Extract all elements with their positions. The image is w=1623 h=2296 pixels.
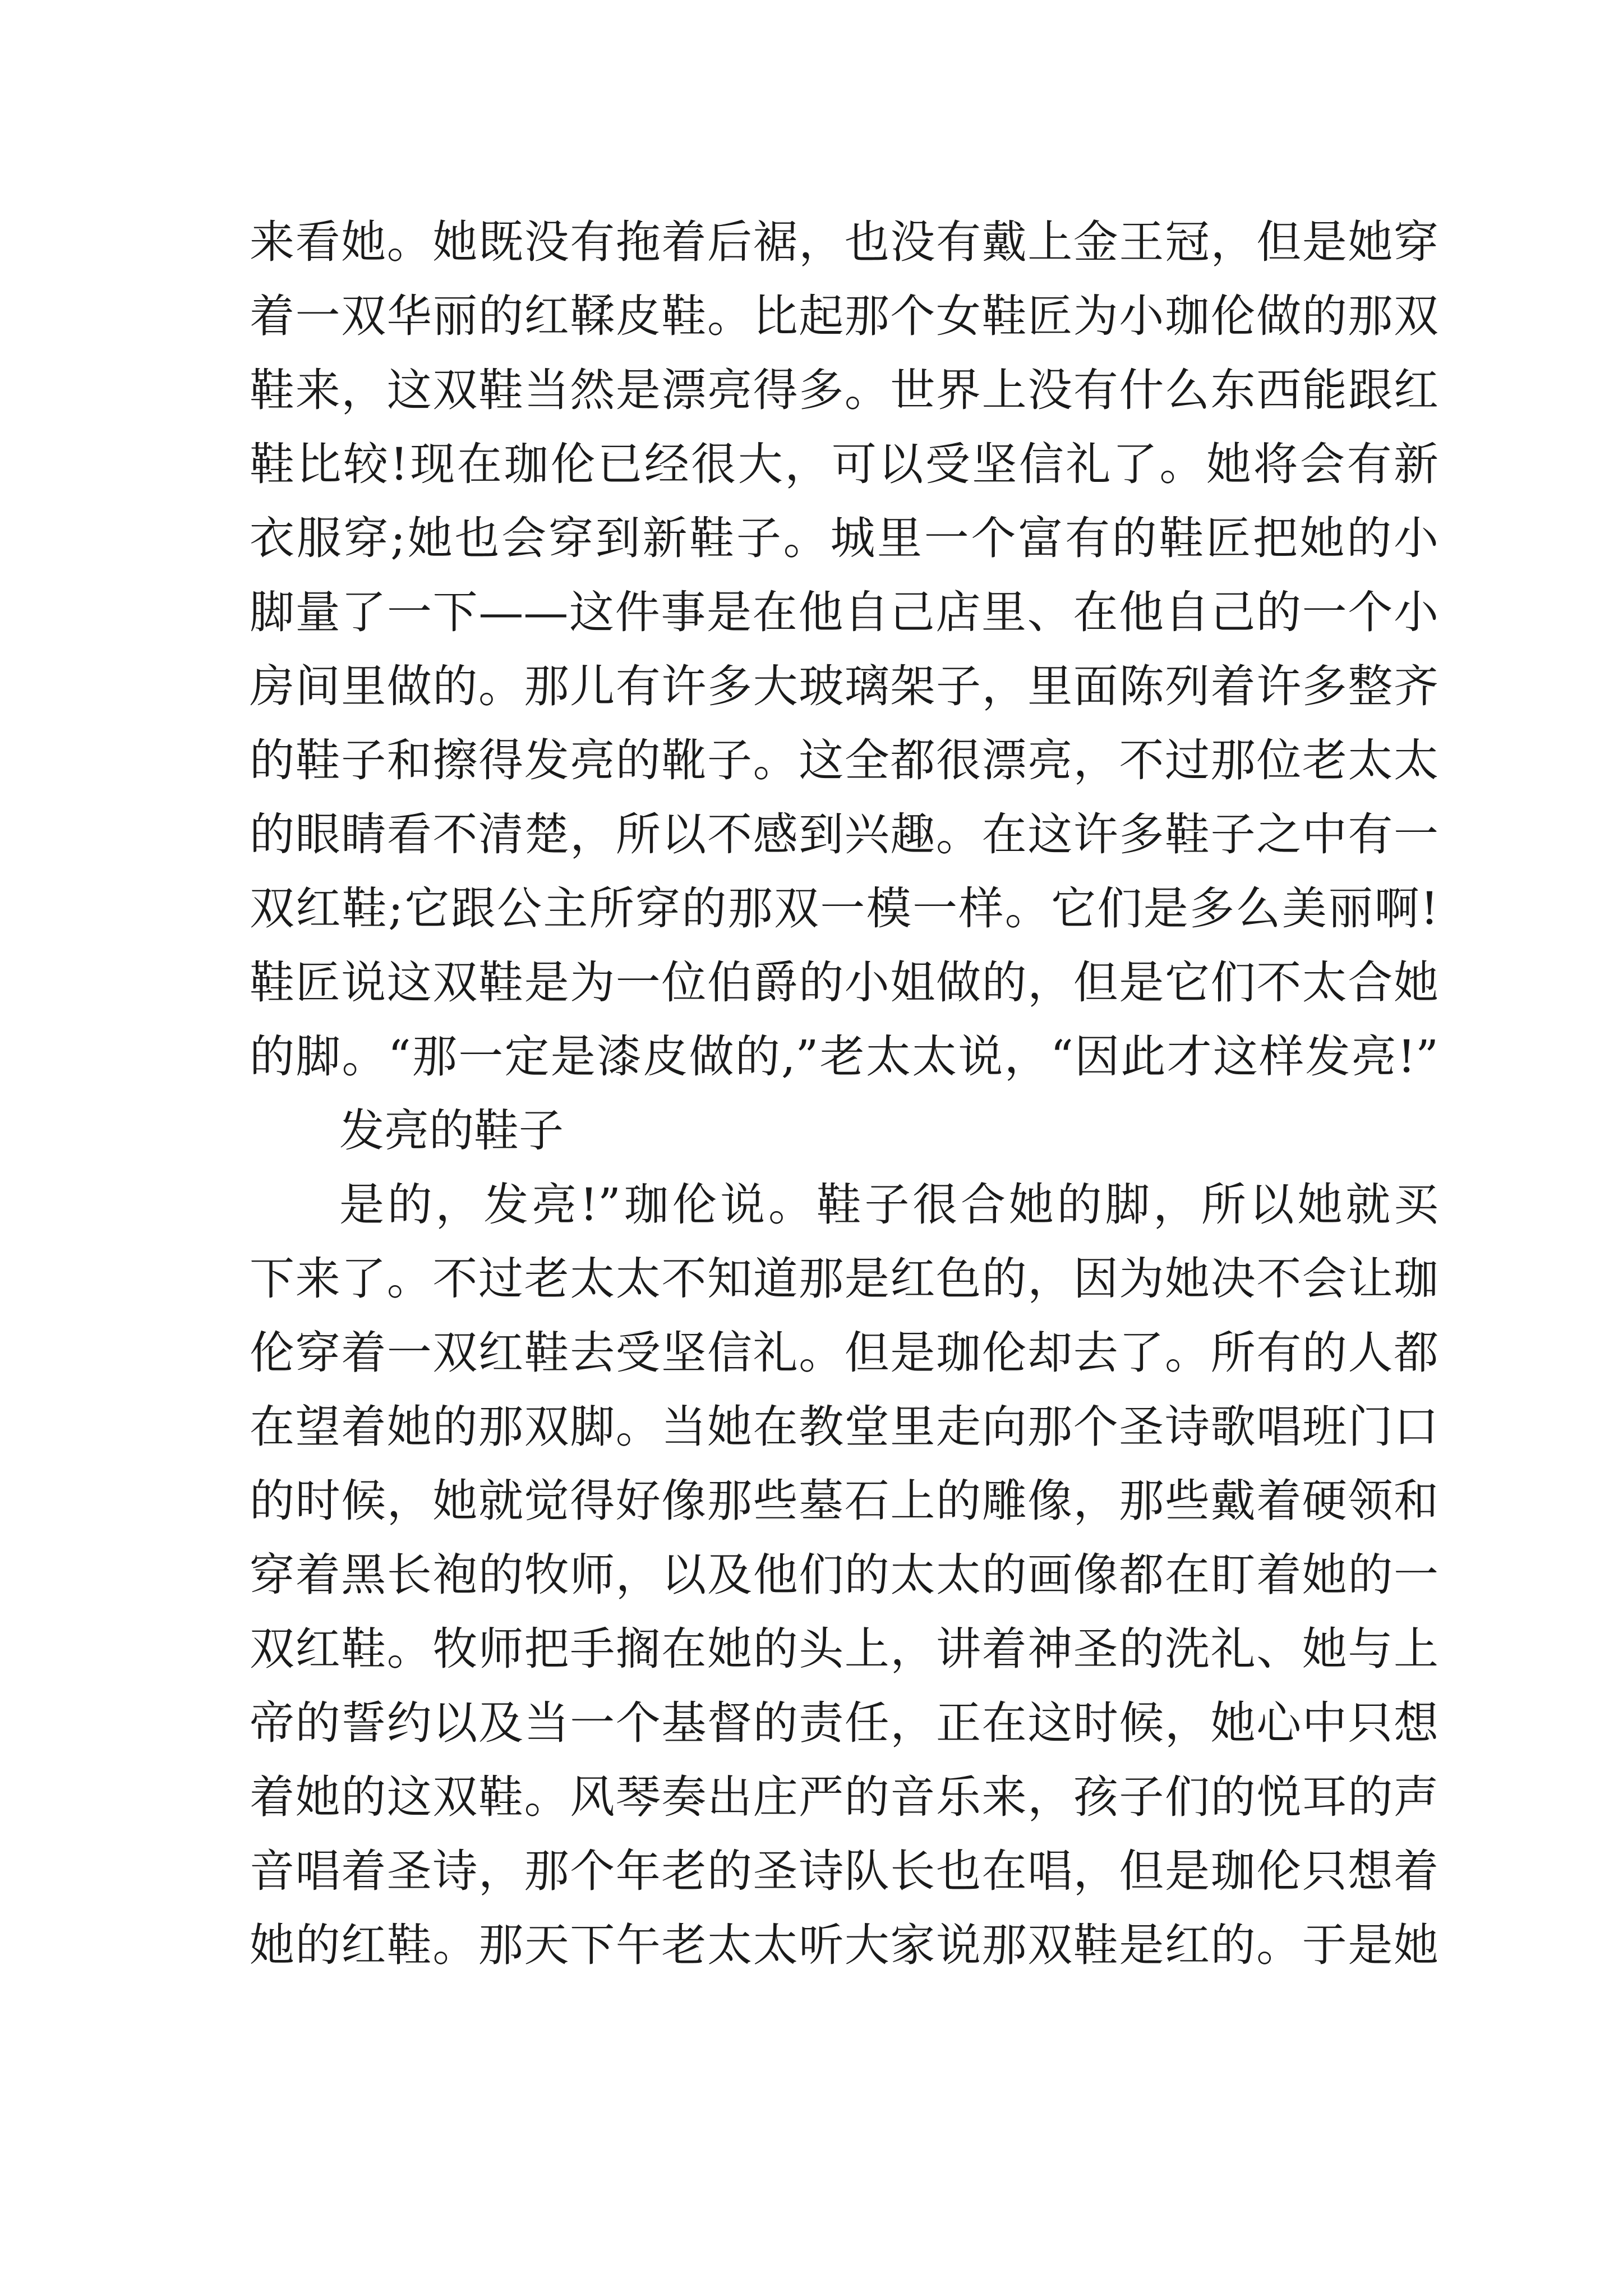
paragraph-start-line: 是的，发亮!”珈伦说。鞋子很合她的脚，所以她就买 xyxy=(339,1179,1438,1231)
text-line: 的眼睛看不清楚，所以不感到兴趣。在这许多鞋子之中有一 xyxy=(250,808,1438,861)
text-line: 双红鞋;它跟公主所穿的那双一模一样。它们是多么美丽啊! xyxy=(250,882,1438,935)
text-line: 鞋比较!现在珈伦已经很大，可以受坚信礼了。她将会有新 xyxy=(250,438,1438,490)
text-line: 帝的誓约以及当一个基督的责任，正在这时候，她心中只想 xyxy=(250,1697,1438,1749)
text-line: 双红鞋。牧师把手搁在她的头上，讲着神圣的洗礼、她与上 xyxy=(250,1623,1438,1675)
text-line: 的鞋子和擦得发亮的靴子。这全都很漂亮，不过那位老太太 xyxy=(250,734,1438,786)
subheading-line: 发亮的鞋子 xyxy=(339,1105,564,1157)
text-line: 房间里做的。那儿有许多大玻璃架子，里面陈列着许多整齐 xyxy=(250,660,1438,712)
text-line: 她的红鞋。那天下午老太太听大家说那双鞋是红的。于是她 xyxy=(250,1919,1438,1971)
text-line: 鞋匠说这双鞋是为一位伯爵的小姐做的，但是它们不太合她 xyxy=(250,956,1438,1009)
text-line: 在望着她的那双脚。当她在教堂里走向那个圣诗歌唱班门口 xyxy=(250,1401,1438,1453)
text-line: 的脚。“那一定是漆皮做的,”老太太说，“因此才这样发亮!” xyxy=(250,1030,1438,1083)
text-line: 鞋来，这双鞋当然是漂亮得多。世界上没有什么东西能跟红 xyxy=(250,364,1438,416)
body-text xyxy=(250,205,1438,1982)
text-line: 衣服穿;她也会穿到新鞋子。城里一个富有的鞋匠把她的小 xyxy=(250,512,1438,564)
text-line: 穿着黑长袍的牧师，以及他们的太太的画像都在盯着她的一 xyxy=(250,1549,1438,1601)
text-line: 下来了。不过老太太不知道那是红色的，因为她决不会让珈 xyxy=(250,1253,1438,1305)
text-line: 来看她。她既没有拖着后裾，也没有戴上金王冠，但是她穿 xyxy=(250,216,1438,268)
text-line: 伦穿着一双红鞋去受坚信礼。但是珈伦却去了。所有的人都 xyxy=(250,1327,1438,1379)
text-line: 的时候，她就觉得好像那些墓石上的雕像，那些戴着硬领和 xyxy=(250,1475,1438,1527)
text-line: 脚量了一下——这件事是在他自己店里、在他自己的一个小 xyxy=(250,586,1438,638)
text-line: 着一双华丽的红鞣皮鞋。比起那个女鞋匠为小珈伦做的那双 xyxy=(250,290,1438,342)
text-line: 着她的这双鞋。风琴奏出庄严的音乐来，孩子们的悦耳的声 xyxy=(250,1771,1438,1823)
text-line: 音唱着圣诗，那个年老的圣诗队长也在唱，但是珈伦只想着 xyxy=(250,1845,1438,1897)
